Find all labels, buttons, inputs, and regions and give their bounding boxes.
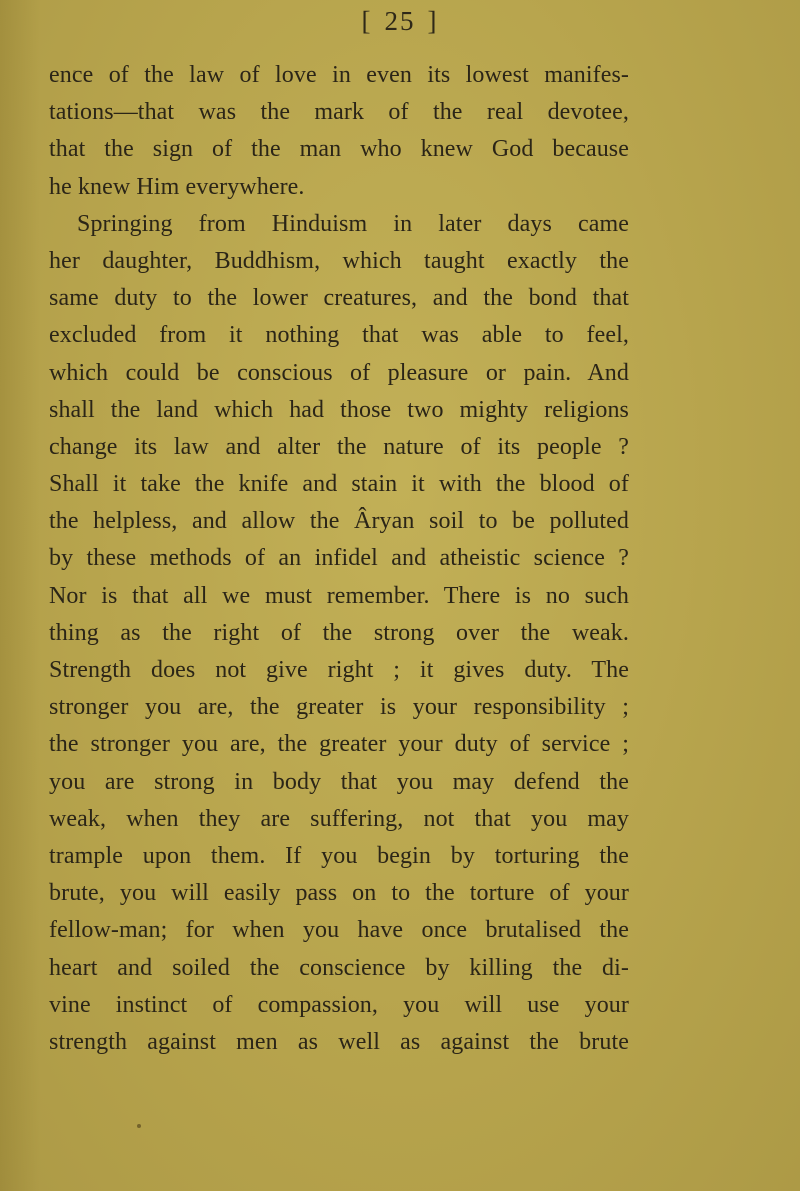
text-line: that the sign of the man who knew God because: [49, 136, 629, 163]
page-number-value: 25: [384, 6, 416, 36]
paper-speck: [137, 1124, 141, 1128]
page-number: [0, 6, 800, 37]
text-line: thing as the right of the strong over the weak.: [49, 619, 629, 646]
paragraph-first-line: Springing from Hinduism in later days came: [77, 210, 629, 237]
text-line: you are strong in body that you may defend the: [49, 768, 629, 795]
body-text: [49, 57, 629, 1061]
text-line: vine instinct of compassion, you will use your: [49, 991, 629, 1018]
text-line: fellow-man; for when you have once brutalised the: [49, 917, 629, 944]
text-line: shall the land which had those two mighty religions: [49, 396, 629, 423]
text-line: the helpless, and allow the Âryan soil to be polluted: [49, 508, 629, 535]
text-line: weak, when they are suffering, not that you may: [49, 805, 629, 832]
text-line: Nor is that all we must remember. There is no such: [49, 582, 629, 609]
text-line: heart and soiled the conscience by killing the di-: [49, 954, 629, 981]
text-line: change its law and alter the nature of its people ?: [49, 433, 629, 460]
text-line: brute, you will easily pass on to the torture of your: [49, 880, 629, 907]
text-line: strength against men as well as against the brute: [49, 1028, 629, 1055]
text-line: Strength does not give right ; it gives duty. The: [49, 657, 629, 683]
text-line: which could be conscious of pleasure or pain. And: [49, 359, 629, 386]
bracket-close: ]: [427, 6, 439, 36]
text-line: excluded from it nothing that was able to feel,: [49, 322, 629, 349]
text-line: tations—that was the mark of the real devotee,: [49, 99, 629, 126]
text-line: same duty to the lower creatures, and the bond that: [49, 285, 629, 312]
text-line: he knew Him everywhere.: [49, 173, 305, 200]
text-line: her daughter, Buddhism, which taught exactly the: [49, 247, 629, 274]
text-line: ence of the law of love in even its lowest manifes-: [49, 62, 629, 88]
paper-speck: [73, 70, 76, 73]
text-line: trample upon them. If you begin by torturing the: [49, 842, 629, 869]
text-line: Shall it take the knife and stain it with the blood of: [49, 471, 629, 498]
text-line: stronger you are, the greater is your responsibility ;: [49, 694, 629, 721]
bracket-open: [: [361, 6, 373, 36]
text-line: by these methods of an infidel and atheistic science ?: [49, 545, 629, 572]
text-line: the stronger you are, the greater your duty of service ;: [49, 731, 629, 758]
